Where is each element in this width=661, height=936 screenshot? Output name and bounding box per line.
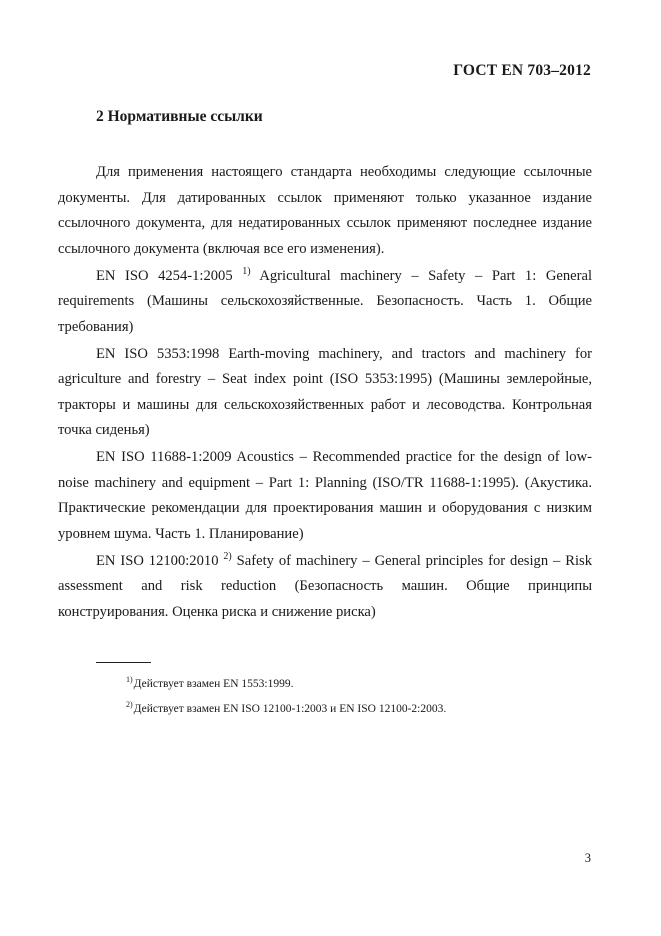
reference-code: EN ISO 12100:2010 — [96, 552, 219, 569]
footnote-mark: 1) — [126, 675, 133, 684]
footnote-1 — [126, 672, 446, 697]
reference-en-iso-4254-1 — [58, 264, 592, 341]
reference-en-iso-12100 — [58, 549, 592, 626]
reference-text: Safety of machinery – General principles for design – Risk assessment and risk reduction (Безопасность машин. Общие принципы конструирования. Оценка риска и снижение риска) — [58, 552, 592, 620]
footnote-2 — [126, 697, 446, 722]
footnotes — [126, 672, 446, 722]
footnote-separator — [96, 662, 151, 663]
footnote-marker: 1) — [242, 265, 251, 277]
footnote-mark: 2) — [126, 700, 133, 709]
reference-text: Agricultural machinery – Safety – Part 1: General requirements (Машины сельскохозяйственные. Безопасность. Часть 1. Общие требования) — [58, 267, 592, 335]
reference-en-iso-11688-1: EN ISO 11688-1:2009 Acoustics – Recommended practice for the design of low-noise machinery and equipment – Part 1: Planning (ISO/TR 11688-1:1995). (Акустика. Практические рекомендации для проектирования машин и оборудования с низким уровнем шума. Часть 1. Планирование) — [58, 449, 592, 542]
page-number: 3 — [584, 851, 591, 865]
intro-paragraph: Для применения настоящего стандарта необходимы следующие ссылочные документы. Для датированных ссылок применяют только указанное издание ссылочного документа, для недатированных ссылок применяют последнее издание ссылочного документа (включая все его изменения). — [58, 164, 592, 257]
standard-code-header: ГОСТ EN 703–2012 — [453, 62, 591, 79]
footnote-text: Действует взамен EN 1553:1999. — [133, 678, 294, 690]
reference-en-iso-5353: EN ISO 5353:1998 Earth-moving machinery, and tractors and machinery for agriculture and forestry – Seat index point (ISO 5353:1995) (Машины землеройные, тракторы и машины для сельскохозяйственных работ и лесоводства. Контрольная точка сиденья) — [58, 345, 592, 438]
section-title: 2 Нормативные ссылки — [96, 108, 263, 125]
section-body — [58, 160, 592, 627]
reference-code: EN ISO 4254-1:2005 — [96, 267, 233, 284]
footnote-text: Действует взамен EN ISO 12100-1:2003 и EN ISO 12100-2:2003. — [133, 703, 447, 715]
footnote-marker: 2) — [223, 550, 232, 562]
